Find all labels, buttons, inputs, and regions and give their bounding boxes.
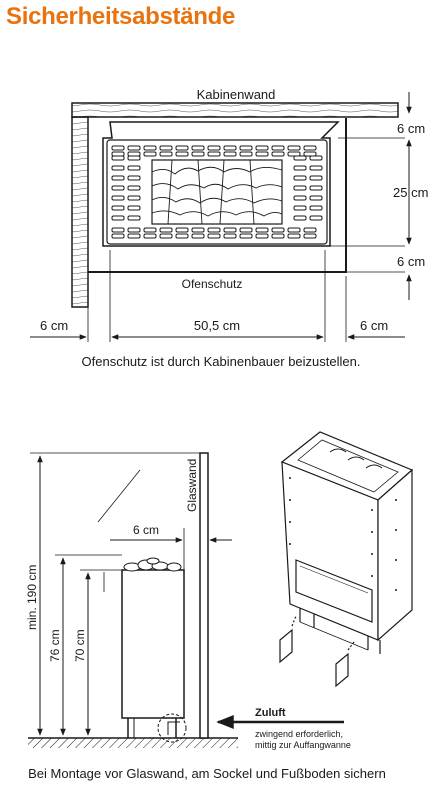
isometric-heater <box>280 432 412 686</box>
grille-slot <box>256 234 268 238</box>
dim-guard-gap: 6 cm <box>397 254 426 269</box>
grille-slot <box>240 152 252 156</box>
grille-slot <box>208 152 220 156</box>
dim-heater-depth: 25 cm <box>393 185 429 200</box>
grille-slot <box>128 186 140 190</box>
grille-slot <box>144 228 156 232</box>
height-min-190: min. 190 cm <box>25 564 39 630</box>
grille-slot <box>240 234 252 238</box>
grille-slot <box>176 228 188 232</box>
glass-reflection <box>98 470 140 522</box>
grille-slot <box>128 156 140 160</box>
grille-slot <box>310 176 322 180</box>
grille-slot <box>294 166 306 170</box>
grille-slot <box>192 234 204 238</box>
dim-heater-width: 50,5 cm <box>193 318 241 333</box>
grille-slot <box>144 152 156 156</box>
grille-slot <box>112 206 124 210</box>
grille-slot <box>294 206 306 210</box>
grille-slot <box>192 228 204 232</box>
air-inlet-note-2: mittig zur Auffangwanne <box>255 740 351 750</box>
grille-slot <box>304 234 316 238</box>
grille-slot <box>160 234 172 238</box>
grille-slot <box>310 186 322 190</box>
grille-slot <box>176 234 188 238</box>
grille-slot <box>128 206 140 210</box>
grille-slot <box>240 146 252 150</box>
guard-note: Ofenschutz ist durch Kabinenbauer beizustellen. <box>81 354 361 369</box>
guard-label: Ofenschutz <box>181 277 243 291</box>
grille-slot <box>224 146 236 150</box>
height-70: 70 cm <box>73 629 87 662</box>
grille-slot <box>176 152 188 156</box>
grille-slot <box>144 146 156 150</box>
heater-stones-side <box>124 558 181 571</box>
grille-slot <box>294 216 306 220</box>
grille-slot <box>310 216 322 220</box>
grille-slot <box>304 152 316 156</box>
bottom-caption: Bei Montage vor Glaswand, am Sockel und Fußboden sichern <box>28 766 386 781</box>
grille-slot <box>160 152 172 156</box>
grille-slot <box>288 146 300 150</box>
grille-slot <box>310 156 322 160</box>
grille-slot <box>310 166 322 170</box>
dim-left-gap: 6 cm <box>40 318 69 333</box>
cabin-wall-left <box>72 117 88 307</box>
grille-slot <box>128 216 140 220</box>
grille-slot <box>272 146 284 150</box>
grille-slot <box>208 234 220 238</box>
page-title: Sicherheitsabstände <box>6 3 236 30</box>
grille-slot <box>128 234 140 238</box>
grille-slot <box>128 166 140 170</box>
grille-slot <box>288 228 300 232</box>
grille-slot <box>160 228 172 232</box>
side-gap-label: 6 cm <box>133 523 160 537</box>
glass-wall-label: Glaswand <box>185 458 199 512</box>
grille-slot <box>112 156 124 160</box>
grille-slot <box>310 206 322 210</box>
grille-slot <box>112 186 124 190</box>
grille-slot <box>112 166 124 170</box>
grille-slot <box>272 228 284 232</box>
air-inlet-label: Zuluft <box>255 707 286 719</box>
grille-slot <box>256 146 268 150</box>
height-76: 76 cm <box>48 629 62 662</box>
grille-slot <box>310 196 322 200</box>
dim-top-gap: 6 cm <box>397 121 426 136</box>
grille-slot <box>112 228 124 232</box>
grille-slot <box>160 146 172 150</box>
grille-slot <box>224 152 236 156</box>
grille-slot <box>294 196 306 200</box>
dim-right-gap: 6 cm <box>360 318 389 333</box>
grille-slot <box>272 152 284 156</box>
grille-slot <box>288 234 300 238</box>
grille-slot <box>112 196 124 200</box>
grille-slot <box>128 176 140 180</box>
grille-slot <box>128 152 140 156</box>
grille-slot <box>176 146 188 150</box>
cabin-wall-top <box>72 103 398 117</box>
grille-slot <box>294 156 306 160</box>
grille-slot <box>272 234 284 238</box>
top-view-diagram <box>30 87 428 369</box>
grille-slot <box>294 186 306 190</box>
grille-slot <box>304 146 316 150</box>
grille-slot <box>224 228 236 232</box>
grille-slot <box>294 176 306 180</box>
grille-slot <box>112 216 124 220</box>
grille-slot <box>288 152 300 156</box>
grille-slot <box>224 234 236 238</box>
air-inlet-note-1: zwingend erforderlich, <box>255 729 344 739</box>
heater-body <box>122 570 184 718</box>
grille-slot <box>128 228 140 232</box>
grille-slot <box>256 152 268 156</box>
grille-slot <box>256 228 268 232</box>
floor-hatch <box>28 738 238 748</box>
grille-slot <box>112 146 124 150</box>
glass-wall <box>200 453 208 738</box>
grille-slot <box>144 234 156 238</box>
grille-slot <box>192 146 204 150</box>
grille-slot <box>128 146 140 150</box>
grille-slot <box>112 234 124 238</box>
grille-slot <box>304 228 316 232</box>
grille-slot <box>112 176 124 180</box>
grille-slot <box>192 152 204 156</box>
grille-slot <box>112 152 124 156</box>
wall-label: Kabinenwand <box>196 87 276 102</box>
grille-slot <box>240 228 252 232</box>
grille-slot <box>128 196 140 200</box>
grille-slot <box>208 228 220 232</box>
grille-slot <box>208 146 220 150</box>
